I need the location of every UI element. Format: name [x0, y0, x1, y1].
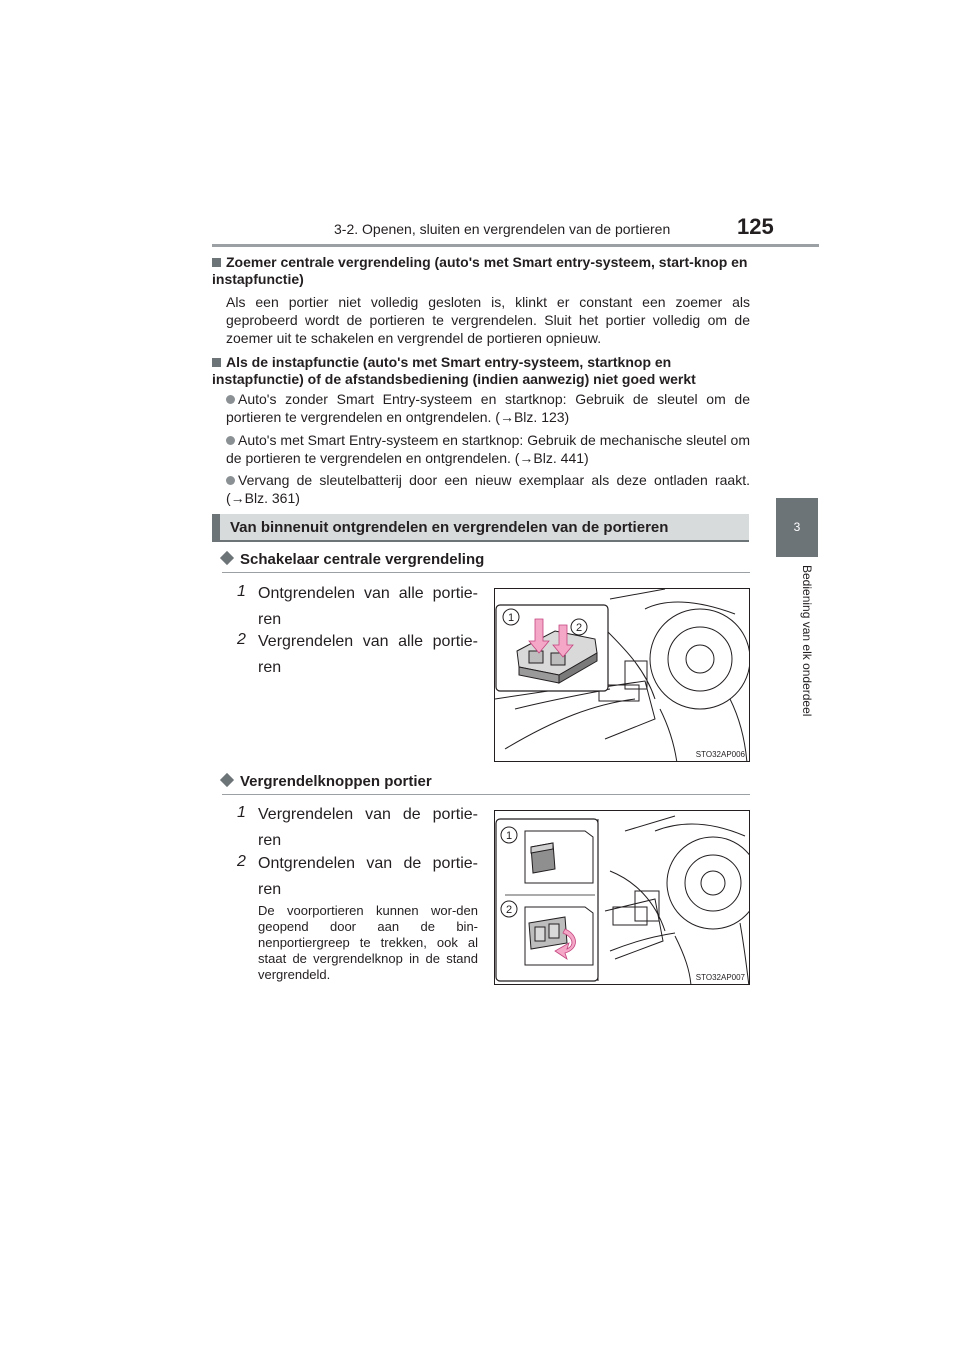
round-bullet-icon	[226, 395, 235, 404]
chapter-tab-number: 3	[793, 520, 801, 534]
page-number: 125	[737, 214, 774, 239]
round-bullet-icon	[226, 476, 235, 485]
figure-code: STO32AP006	[695, 750, 745, 759]
item-number: 1	[237, 804, 246, 821]
figure-central-lock-switch	[494, 588, 750, 762]
callout-label-1: 1	[507, 612, 515, 624]
item-text: Vergrendelen van de portie-ren	[258, 806, 478, 849]
subsection-heading-door-lock-buttons: Vergrendelknoppen portier	[222, 773, 432, 790]
square-bullet-icon	[212, 358, 221, 367]
note-body-buzzer: Als een portier niet volledig gesloten is, klinkt er constant een zoemer als geprobeerd wordt de portieren te vergrendelen. Sluit het portier volledig om de zoemer uit te schakelen en vergrendel de portieren opnieuw.	[226, 294, 750, 346]
note-heading-buzzer: Zoemer centrale vergrendeling (auto's met Smart entry-systeem, start-knop en instapfunctie)	[212, 254, 748, 287]
subsection-rule	[222, 794, 750, 795]
note-heading-malfunction: Als de instapfunctie (auto's met Smart entry-systeem, startknop en instapfunctie) of de afstandsbediening (indien aanwezig) niet goed werkt	[212, 354, 696, 387]
callout-label-1: 1	[505, 830, 513, 842]
section-heading: Van binnenuit ontgrendelen en vergrendelen van de portieren	[230, 519, 669, 536]
header-rule	[212, 244, 819, 247]
item-number: 1	[237, 583, 246, 600]
item-text: Vergrendelen van alle portie-ren	[258, 633, 478, 676]
header-section-title: 3-2. Openen, sluiten en vergrendelen van de portieren	[334, 221, 671, 237]
diamond-bullet-icon	[220, 773, 234, 787]
callout-label-2: 2	[575, 622, 583, 634]
callout-label-2: 2	[505, 904, 513, 916]
bullet-item: Auto's zonder Smart Entry-systeem en startknop: Gebruik de sleutel om de portieren te vergrendelen en ontgrendelen. (→Blz. 123)	[226, 391, 750, 425]
figure-code: STO32AP007	[695, 973, 745, 982]
figure-door-lock-buttons	[494, 810, 750, 985]
central-lock-switch-illustration	[495, 589, 750, 762]
chapter-side-title: Bediening van elk onderdeel	[800, 565, 814, 717]
door-lock-buttons-illustration	[495, 811, 750, 985]
door-handle-note: De voorportieren kunnen wor-den geopend door aan de bin-nenportiergreep te trekken, ook al staat de vergrendelknop in de stand vergrendeld.	[258, 903, 478, 982]
item-text: Ontgrendelen van alle portie-ren	[258, 585, 478, 628]
subsection-rule	[222, 572, 750, 573]
diamond-bullet-icon	[220, 551, 234, 565]
item-text: Ontgrendelen van de portie-ren	[258, 855, 478, 898]
section-heading-bar	[212, 514, 749, 542]
bullet-item: Auto's met Smart Entry-systeem en startknop: Gebruik de mechanische sleutel om de portieren te vergrendelen en ontgrendelen. (→Blz. 441)	[226, 432, 750, 466]
bullet-item: Vervang de sleutelbatterij door een nieuw exemplaar als deze ontladen raakt. (→Blz. 361)	[226, 472, 750, 506]
round-bullet-icon	[226, 436, 235, 445]
square-bullet-icon	[212, 258, 221, 267]
item-number: 2	[237, 853, 246, 870]
subsection-heading-central-lock: Schakelaar centrale vergrendeling	[222, 551, 484, 568]
item-number: 2	[237, 631, 246, 648]
